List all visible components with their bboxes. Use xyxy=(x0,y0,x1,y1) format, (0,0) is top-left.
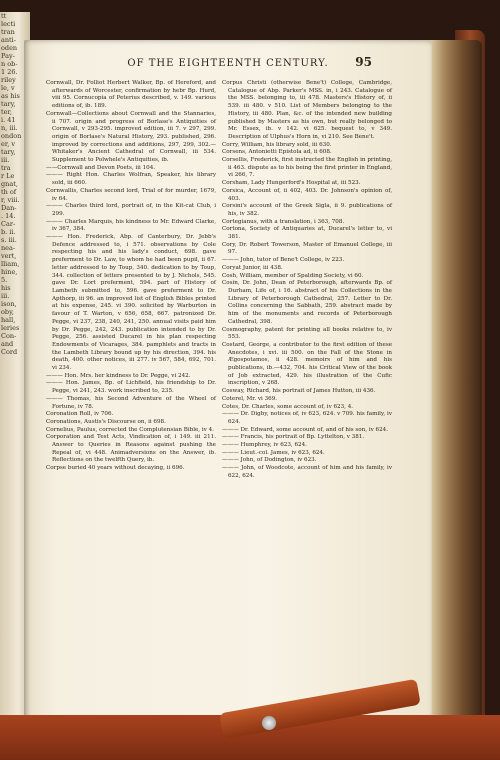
left-page-text: tra xyxy=(1,164,11,172)
left-page-text: n, iii. xyxy=(1,124,18,132)
left-page-text: gnat, xyxy=(1,180,18,188)
index-column-left xyxy=(46,80,216,473)
left-page-text: and xyxy=(1,340,14,348)
index-entry: Coryat Junior, iii 438. xyxy=(222,264,283,271)
index-entry: ——— Hon. Frederick, Abp. of Canterbury, Dr. Jebb's Defence addressed to, i 571. observations by Cole respecting his and his lady's conduct, 698. gave preferment to Dr. Law, to whom he had been pupil, ii 67. letter addressed to by Toup, 340. dedication to by Toup, 344. collection of letters presented to by J. Nichols, 545. gave Dr. Lort preferment, 594. part of History of Lambeth submitted to, 596. gave preferment to Dr. Apthorp, iii 96. an improved list of English Bibles printed at his expense, 245. vi 390. solicited by Warburton in favour of T. Warton, v 656, 658, 667. patronized Dr. Pegge, vi 237, 238, 240, 241, 250. annual visits paid him by Dr. Pegge, 242, 243. publication intended to by Dr. Pegge, 256. assisted Ducarel in his plan respecting Endowments of Vicarages, 384. pamphlets and tracts in the Lambeth Library bound up by his direction, 394. his death, 400. other notices, iii 277. iv 567, 584, 692, 701. vi 234. xyxy=(46,234,216,372)
left-page-text: oden xyxy=(1,44,18,52)
left-page-text: iii. xyxy=(1,156,10,164)
left-page-text: iii. xyxy=(1,292,10,300)
index-entry: Corpus Christi (otherwise Bene't) College, Cambridge, Catalogue of Abp. Parker's MSS. in, i 243. Catalogue of the MSS. belonging to, iii 478. Masters's History of, ii 539. iii 480. v 510. List of Members belonging to the History, iii 480. Plan, &c. of the intended new building published by Masters as his own, but really belonged to Mr. Essex, ib. v 142. vi 625. bequest to, v 349. Description of Ulphus's Horn in, vi 210. See Bene't. xyxy=(222,80,392,140)
left-page-text: tary, xyxy=(1,100,16,108)
index-entry: Corporation and Test Acts, Vindication of, i 149. iii 211. Answer to Queries in Reasons against pushing the Repeal of, vi 448. Animadversions on the Answer, ib. Reflections on the twelfth Query, ib. xyxy=(46,434,216,464)
index-entry: Corry, William, his library sold, iii 630. xyxy=(222,141,332,148)
index-entry: Cornelius, Paulus, corrected the Complutensian Bible, iv 4. xyxy=(46,426,214,433)
left-page-text: oby, xyxy=(1,308,14,316)
left-page-text: s. iii. xyxy=(1,236,17,244)
page-number: 95 xyxy=(355,55,372,69)
index-entry: ——— John, tutor of Bene't College, iv 223. xyxy=(222,257,345,264)
index-entry: ——— John, of Woodcote, account of him and his family, iv 622, 624. xyxy=(222,465,392,479)
left-page-text: r Le xyxy=(1,172,15,180)
left-page-text: Dan- xyxy=(1,204,17,212)
left-page-text: vert, xyxy=(1,252,17,260)
index-entry: Corsica, Account of, ii 402, 403. Dr. Johnson's opinion of, 403. xyxy=(222,187,392,202)
index-entry: Cosin, Dr. John, Dean of Peterborough, afterwards Bp. of Durham, Life of, i 16. abstract of his Collections in the Library of Peterborough Cathedral, 257. Letter to Dr. Collins concerning the Sabbath, 259. abstract made by him of the monuments and records of Peterborough Cathedral, 398. xyxy=(222,280,392,325)
left-page-text: riley xyxy=(1,76,16,84)
index-entry: Cornwall, Dr. Folliot Herbert Walker, Bp. of Hereford, and afterwards of Worcester, confirmation by hebr Bp. Hurd, viii 95. Cornucopia of Peterius described, v. 149. various editions of, ib. 189. xyxy=(46,80,216,110)
left-page-text: as his xyxy=(1,92,20,100)
left-page-text: hall, xyxy=(1,316,16,324)
left-page-text: lliam, xyxy=(1,260,20,268)
left-page-text: tt xyxy=(1,12,7,20)
book-page xyxy=(24,40,432,720)
index-entry: Coterel, Mr. vi 369. xyxy=(222,395,278,402)
left-page-text: his xyxy=(1,284,11,292)
index-entry: Corsini's account of the Greek Sigla, ii 9. publications of his, iv 382. xyxy=(222,203,392,217)
index-entry: ——— Dr. Digby, notices of, iv 623, 624. v 709. his family, iv 624. xyxy=(222,411,392,425)
left-page-text: ter, xyxy=(1,108,12,116)
left-page-text: th of xyxy=(1,188,17,196)
left-page-text: 1 26. xyxy=(1,68,18,76)
left-page-text: le, v xyxy=(1,84,15,92)
left-page-text: lecti xyxy=(1,20,16,28)
left-page-text: Pay- xyxy=(1,52,15,60)
index-entry: Corsham, Lady Hungerford's Hospital at, iii 523. xyxy=(222,180,361,187)
running-head: OF THE EIGHTEENTH CENTURY. xyxy=(127,58,329,69)
left-page-text: Cord xyxy=(1,348,18,356)
index-entry: ——— Francis, his portrait of Bp. Lyttelton, v 381. xyxy=(222,434,365,441)
index-entry: ——— Hon. Mrs. her kindness to Dr. Pegge, vi 242. xyxy=(46,372,191,379)
index-entry: Cortona, Society of Antiquaries at, Ducarel's letter to, vi 381. xyxy=(222,226,392,241)
index-entry: Cosh, William, member of Spalding Society, vi 60. xyxy=(222,272,364,279)
index-entry: Coronations, Austis's Discourse on, ii 698. xyxy=(46,418,166,425)
left-page-text: hine, xyxy=(1,268,18,276)
left-page-text: ondon xyxy=(1,132,22,140)
index-entry: ——— John, of Dodington, iv 623. xyxy=(222,457,317,464)
index-entry: Cornwallis, Charles second lord, Trial of for murder, 1679, iv 64. xyxy=(46,187,216,202)
index-entry: Corpse buried 40 years without decaying, ii 696. xyxy=(46,465,185,472)
index-entry: Corsens, Antonietti Epistola ad, ii 608. xyxy=(222,149,332,156)
left-page-text: nea- xyxy=(1,244,16,252)
left-page-text: Con- xyxy=(1,332,17,340)
index-entry: ——— Charles third lord, portrait of, in the Kit-cat Club, i 299. xyxy=(46,203,216,217)
left-page-text: ison, xyxy=(1,300,17,308)
index-entry: Cotes, Dr. Charles, some account of, iv 623, 4. xyxy=(222,403,354,410)
left-page-text: er, v xyxy=(1,140,16,148)
index-column-right xyxy=(222,80,392,481)
index-entry: ——— Hon. James, Bp. of Lichfield, his friendship to Dr. Pegge, vi 241, 243. work inscribed to, 235. xyxy=(46,380,216,395)
left-page-text: tran xyxy=(1,28,15,36)
index-entry: Cosmography, patent for printing all books relative to, iv 553. xyxy=(222,326,392,341)
left-page-text: . 14. xyxy=(1,212,16,220)
index-entry: Cory, Dr. Robert Towerson, Master of Emanuel College, iii 97. xyxy=(222,241,392,256)
left-page-text: leries xyxy=(1,324,20,332)
index-entry: ——— Charles Marquis, his kindness to Mr. Edward Clarke, iv 367, 384. xyxy=(46,218,216,233)
index-entry: ——— Thomas, his Second Adventure of the Wheel of Fortune, iv 78. xyxy=(46,395,216,410)
index-entry: Cortegianus, with a translation, i 363, 708. xyxy=(222,218,345,225)
left-page-text: tary, xyxy=(1,148,16,156)
index-entry: ——Cornwall and Devon Poets, iii 104. xyxy=(46,164,156,171)
index-entry: ——— Humphrey, iv 623, 624. xyxy=(222,442,307,449)
left-page-text: n ob- xyxy=(1,60,18,68)
index-entry: Cosway, Richard, his portrait of James Hutton, iii 436. xyxy=(222,388,376,395)
index-entry: Costard, George, a contributor to the first edition of these Anecdotes, i xvi. iii 500. on the Fall of the Stone in Ægospotamos, ii 428. memoirs of him and his publications, ib.—432, 704. his Critical View of the book of Job extracted, 429. his illustration of the Cufic inscription, v 268. xyxy=(222,341,392,387)
left-page-text: anti- xyxy=(1,36,16,44)
index-entry: Coronation Roll, iv 706. xyxy=(46,411,114,418)
left-page-text: Car- xyxy=(1,220,16,228)
index-entry: ——— Lieut.-col. James, iv 623, 624. xyxy=(222,449,325,456)
index-entry: Cornwall—Collections about Cornwall and the Stannaries, ii 707. origin and progress of Borlase's Antiquities of Cornwall, v 293-295. improved edition, iii 7. v 297, 299. origin of Borlase's Natural History, 293. published, 296. improved by corrections and additions, 297, 299, 302.—Whitaker's Ancient Cathedral of Cornwall, iii 534. Supplement to Polwhele's Antiquities, ib. xyxy=(46,110,216,164)
left-page-text: r, viii. xyxy=(1,196,20,204)
left-page-text: i. 41 xyxy=(1,116,16,124)
left-page-text: 5. xyxy=(1,276,8,284)
index-entry: Corsellis, Frederick, first instructed the English in printing, ii 463. dispute as to his being the first printer in England, vi 266, 7. xyxy=(222,157,392,179)
screw-icon xyxy=(262,716,276,730)
index-entry: ——— Dr. Edward, some account of, and of his son, iv 624. xyxy=(222,426,389,433)
index-entry: ——— Right Hon. Charles Wolfran, Speaker, his library sold, iii 660. xyxy=(46,172,216,187)
left-page-text: b. ii. xyxy=(1,228,16,236)
